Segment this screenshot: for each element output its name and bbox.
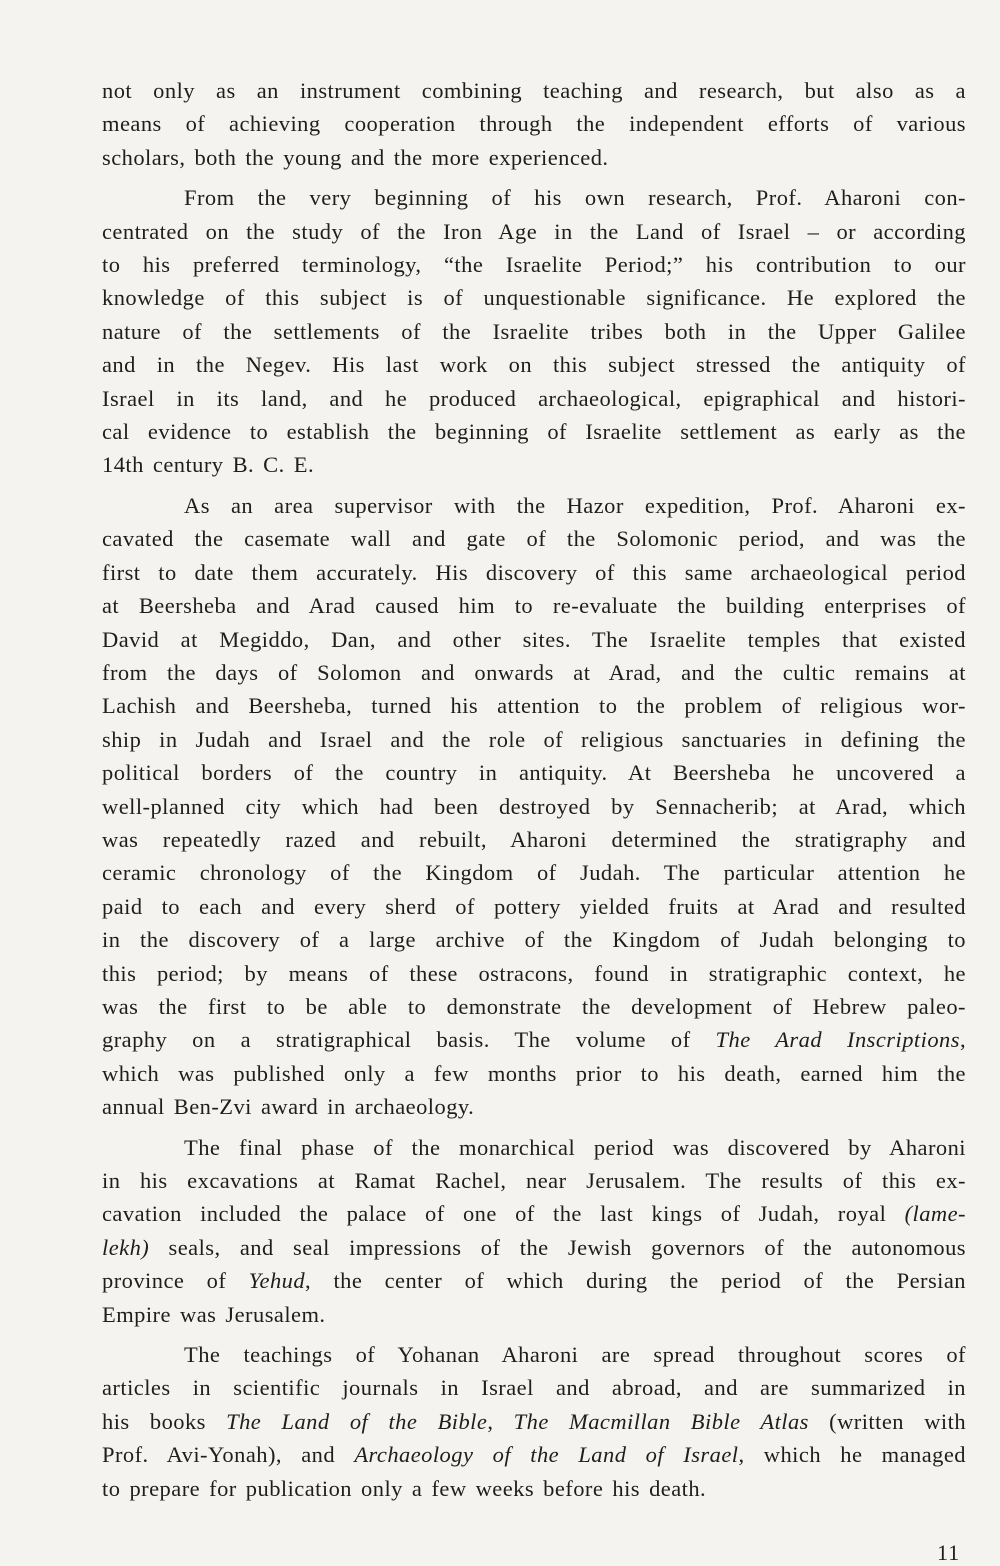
text-run: , xyxy=(487,1408,514,1434)
paragraph-4 xyxy=(102,1131,966,1331)
text-line: ship in Judah and Israel and the role of religious sanctuaries in defining the xyxy=(102,726,966,752)
book-title: The Arad Inscriptions xyxy=(715,1027,960,1053)
page-number: 11 xyxy=(937,1540,961,1565)
text-line: nature of the settlements of the Israelite tribes both in the Upper Galilee xyxy=(102,318,966,344)
text-line: and in the Negev. His last work on this subject stressed the antiquity of xyxy=(102,352,966,378)
text-line: cal evidence to establish the beginning of Israelite settlement as early as the xyxy=(102,419,966,445)
text-run: province of xyxy=(102,1268,249,1294)
text-line: well-planned city which had been destroyed by Sennacherib; at Arad, which xyxy=(102,793,966,819)
book-title: The Macmillan Bible Atlas xyxy=(513,1408,809,1434)
paragraph-3 xyxy=(102,489,966,1124)
text-line: centrated on the study of the Iron Age in the Land of Israel – or according xyxy=(102,218,966,244)
text-line: from the days of Solomon and onwards at Arad, and the cultic remains at xyxy=(102,659,966,685)
document-page xyxy=(102,74,966,1505)
text-line: articles in scientific journals in Israel and abroad, and are summarized in xyxy=(102,1375,966,1401)
text-line: in the discovery of a large archive of the Kingdom of Judah belonging to xyxy=(102,927,966,953)
text-line: was repeatedly razed and rebuilt, Aharoni determined the stratigraphy and xyxy=(102,826,966,852)
text-line xyxy=(102,1264,966,1297)
text-line: which was published only a few months prior to his death, earned him the xyxy=(102,1060,966,1086)
text-line: As an area supervisor with the Hazor expedition, Prof. Aharoni ex- xyxy=(184,492,966,518)
text-run: , the center of which during the period of the Persian xyxy=(305,1268,966,1294)
text-line: to his preferred terminology, “the Israelite Period;” his contribution to our xyxy=(102,252,966,278)
text-line: David at Megiddo, Dan, and other sites. The Israelite temples that existed xyxy=(102,626,966,652)
text-run: cavation included the palace of one of the last kings of Judah, royal xyxy=(102,1201,905,1227)
text-line: paid to each and every sherd of pottery yielded fruits at Arad and resulted xyxy=(102,893,966,919)
text-line: was the first to be able to demonstrate the development of Hebrew paleo- xyxy=(102,993,966,1019)
text-line xyxy=(102,1197,966,1230)
book-title: The Land of the Bible xyxy=(226,1408,488,1434)
text-run: Prof. Avi-Yonah), and xyxy=(102,1442,355,1468)
text-line: knowledge of this subject is of unquestionable significance. He explored the xyxy=(102,285,966,311)
text-run: , xyxy=(959,1027,967,1053)
book-title: Archaeology of the Land of Israel xyxy=(354,1442,739,1468)
text-run: , which he managed xyxy=(738,1442,966,1468)
text-line: The final phase of the monarchical period was discovered by Aharoni xyxy=(184,1134,966,1160)
text-line: at Beersheba and Arad caused him to re-evaluate the building enterprises of xyxy=(102,593,966,619)
text-line: 14th century B. C. E. xyxy=(102,452,315,478)
text-line: Israel in its land, and he produced archaeological, epigraphical and histori- xyxy=(102,385,966,411)
italic-term: Yehud xyxy=(248,1268,306,1294)
text-line xyxy=(102,1438,966,1471)
text-line: ceramic chronology of the Kingdom of Judah. The particular attention he xyxy=(102,860,966,886)
text-line: this period; by means of these ostracons, found in stratigraphic context, he xyxy=(102,960,966,986)
text-line: Lachish and Beersheba, turned his attention to the problem of religious wor- xyxy=(102,693,966,719)
text-line: The teachings of Yohanan Aharoni are spread throughout scores of xyxy=(184,1342,966,1368)
text-line: in his excavations at Ramat Rachel, near Jerusalem. The results of this ex- xyxy=(102,1168,966,1193)
text-line: annual Ben-Zvi award in archaeology. xyxy=(102,1094,475,1120)
text-line xyxy=(102,1231,966,1264)
text-line xyxy=(102,1023,966,1056)
text-run: seals, and seal impressions of the Jewish governors of the autonomous xyxy=(149,1234,966,1260)
text-run: his books xyxy=(102,1408,227,1434)
text-line: scholars, both the young and the more experienced. xyxy=(102,144,609,170)
text-line: first to date them accurately. His discovery of this same archaeological period xyxy=(102,559,966,585)
text-line: to prepare for publication only a few weeks before his death. xyxy=(102,1475,707,1501)
text-line: Empire was Jerusalem. xyxy=(102,1301,326,1327)
text-line: means of achieving cooperation through the independent efforts of various xyxy=(102,111,966,137)
text-line xyxy=(102,1405,966,1438)
text-run: (written with xyxy=(808,1408,967,1434)
italic-term: (lame- xyxy=(904,1201,966,1227)
paragraph-5 xyxy=(102,1338,966,1505)
text-line: cavated the casemate wall and gate of the Solomonic period, and was the xyxy=(102,526,966,552)
paragraph-1 xyxy=(102,74,966,174)
text-run: graphy on a stratigraphical basis. The volume of xyxy=(102,1027,716,1053)
paragraph-2 xyxy=(102,181,966,482)
text-line: From the very beginning of his own research, Prof. Aharoni con- xyxy=(184,185,966,211)
italic-term: lekh) xyxy=(102,1234,150,1260)
text-line: not only as an instrument combining teaching and research, but also as a xyxy=(102,78,966,103)
text-line: political borders of the country in antiquity. At Beersheba he uncovered a xyxy=(102,760,966,786)
